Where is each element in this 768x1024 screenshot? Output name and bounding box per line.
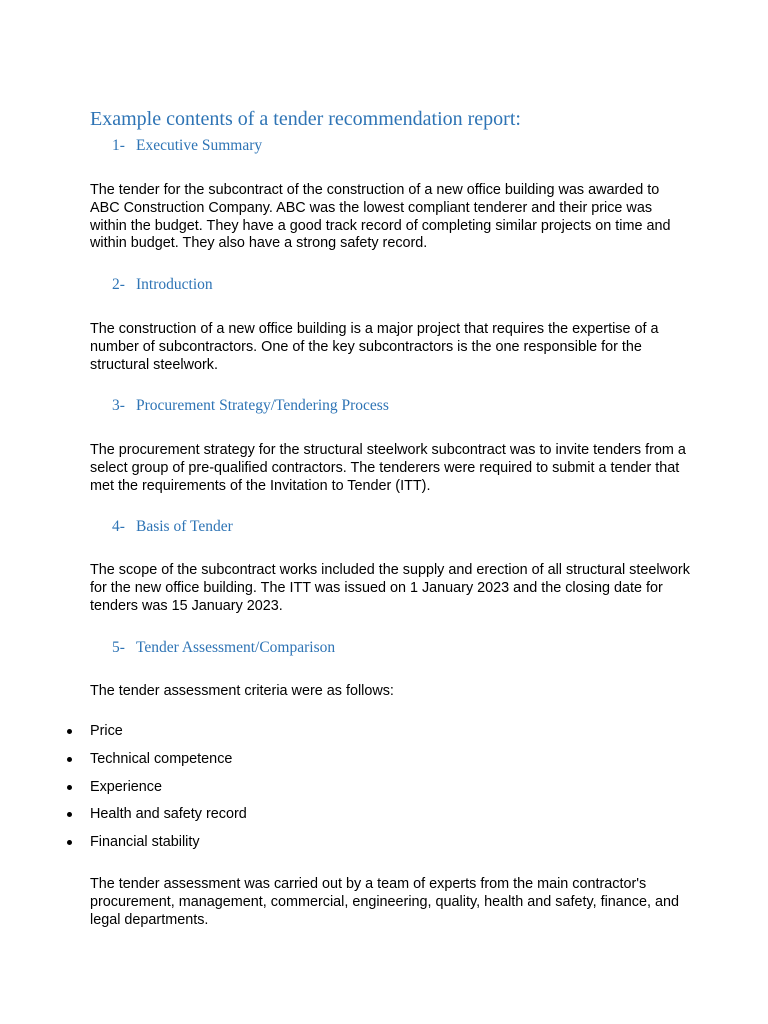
section-paragraph-introduction: The construction of a new office building is a major project that requires the expertise of a number of subcontractors. One of the key subcontractors is the one responsible for the structural steelwork.: [90, 321, 659, 373]
section-paragraph-tender-assessment: The tender assessment criteria were as follows:: [90, 683, 394, 699]
section-heading-text: Basis of Tender: [136, 518, 233, 535]
bullet-icon: [67, 729, 72, 734]
section-number: 4-: [112, 518, 125, 535]
section-paragraph-executive-summary: The tender for the subcontract of the construction of a new office building was awarded to ABC Construction Company. ABC was the lowest compliant tenderer and their price was within the budget. They have a good track record of completing similar projects on time and within budget. They also have a strong safety record.: [90, 182, 671, 252]
document-title: Example contents of a tender recommendation report:: [90, 108, 521, 130]
section-paragraph-basis-of-tender: The scope of the subcontract works included the supply and erection of all structural steelwork for the new office building. The ITT was issued on 1 January 2023 and the closing date for tenders was 15 January 2023.: [90, 562, 690, 614]
bullet-icon: [67, 757, 72, 762]
section-paragraph-procurement-strategy: The procurement strategy for the structural steelwork subcontract was to invite tenders from a select group of pre-qualified contractors. The tenderers were required to submit a tender that met the requirements of the Invitation to Tender (ITT).: [90, 442, 686, 494]
section-number: 5-: [112, 639, 125, 656]
section-heading-procurement-strategy: [112, 397, 389, 415]
bullet-icon: [67, 840, 72, 845]
closing-paragraph: The tender assessment was carried out by a team of experts from the main contractor's procurement, management, commercial, engineering, quality, health and safety, finance, and legal departments.: [90, 876, 680, 928]
list-item-text: Financial stability: [90, 834, 200, 851]
section-heading-text: Tender Assessment/Comparison: [136, 639, 336, 656]
list-item-text: Health and safety record: [90, 806, 247, 823]
section-heading-text: Introduction: [136, 276, 213, 293]
section-heading-text: Executive Summary: [136, 137, 263, 154]
section-heading-tender-assessment: [112, 639, 335, 657]
section-number: 1-: [112, 137, 125, 154]
section-heading-introduction: [112, 276, 213, 294]
bullet-icon: [67, 785, 72, 790]
section-heading-executive-summary: [112, 137, 262, 155]
section-heading-text: Procurement Strategy/Tendering Process: [136, 397, 389, 414]
list-item-text: Technical competence: [90, 750, 233, 767]
section-heading-basis-of-tender: [112, 518, 233, 536]
list-item-text: Price: [90, 723, 123, 739]
section-number: 3-: [112, 397, 125, 414]
section-number: 2-: [112, 276, 125, 293]
list-item-text: Experience: [90, 778, 162, 795]
bullet-icon: [67, 812, 72, 817]
